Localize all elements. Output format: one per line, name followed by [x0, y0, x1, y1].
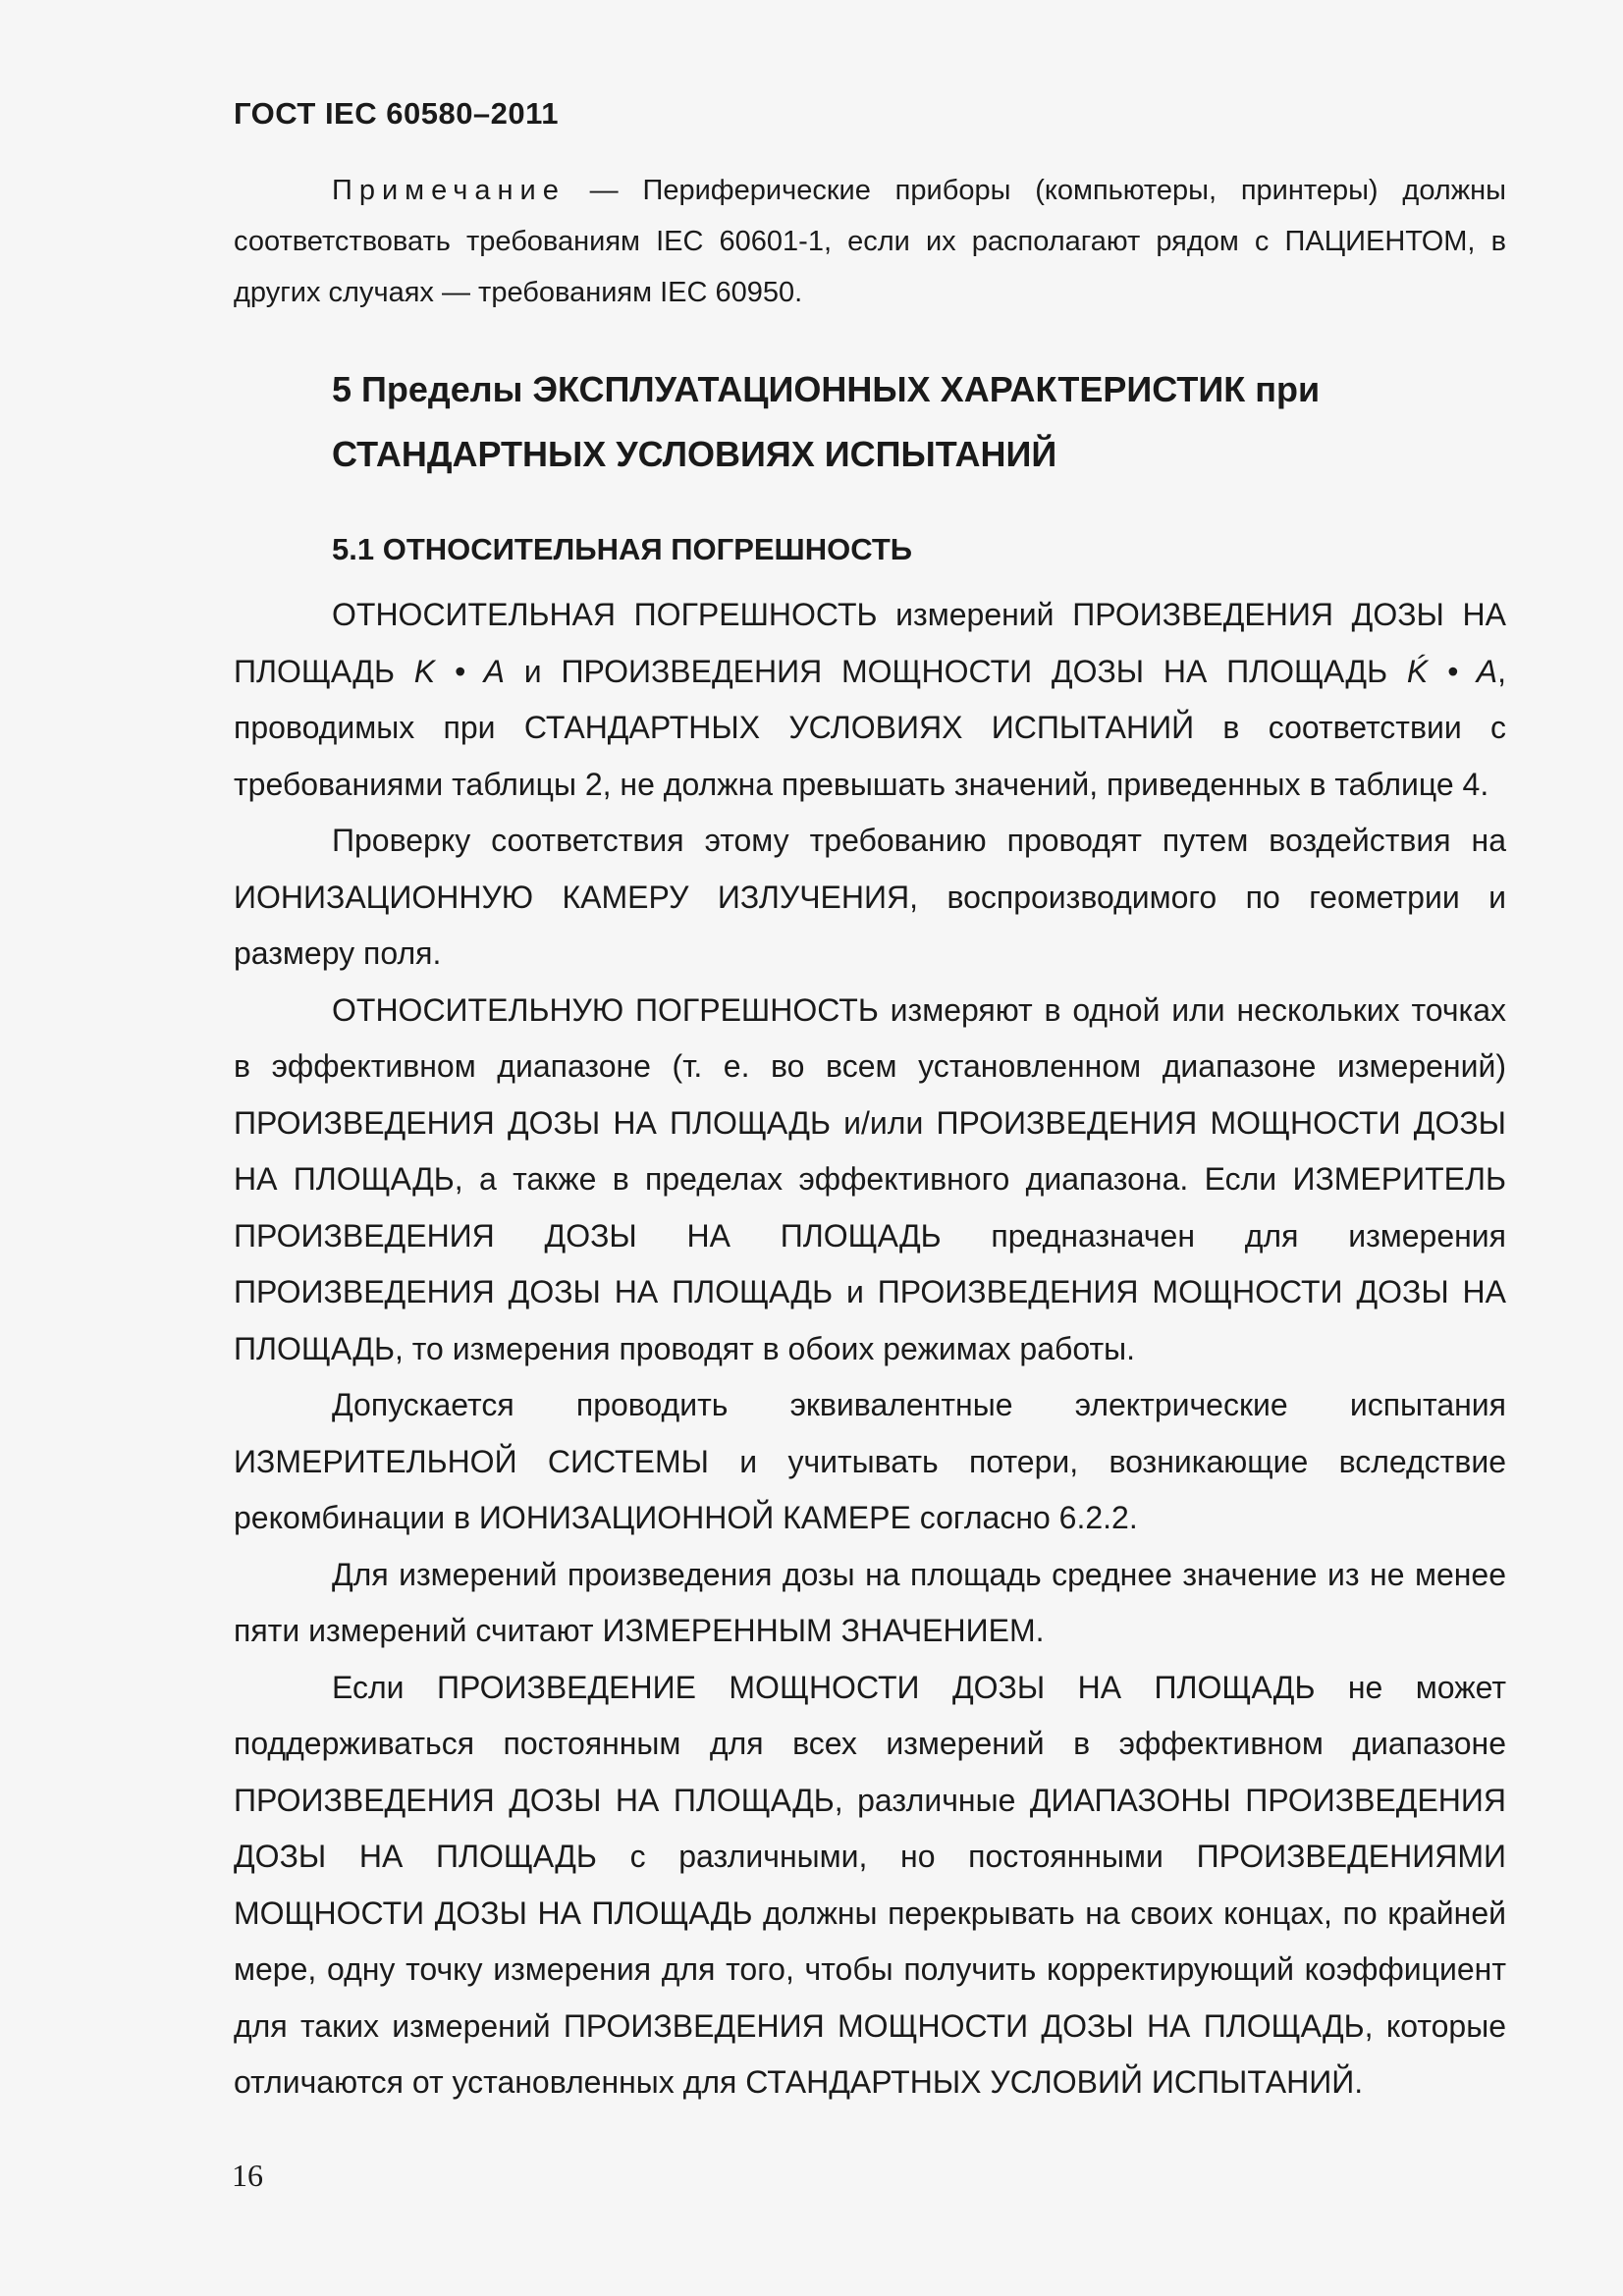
paragraph-text: ОТНОСИТЕЛЬНАЯ ПОГРЕШНОСТЬ измерений ПРОИЗВЕДЕНИЯ ДОЗЫ НА ПЛОЩАДЬ — [234, 597, 1506, 689]
paragraph-text: и ПРОИЗВЕДЕНИЯ МОЩНОСТИ ДОЗЫ НА ПЛОЩАДЬ — [505, 653, 1407, 689]
subsection-title: 5.1 ОТНОСИТЕЛЬНАЯ ПОГРЕШНОСТЬ — [332, 532, 913, 566]
paragraph-average-value: Для измерений произведения дозы на площадь среднее значение из не менее пяти измерений считают ИЗМЕРЕННЫМ ЗНАЧЕНИЕМ. — [234, 1556, 1506, 1648]
formula-dose-rate-area-product: Ḱ • A — [1406, 653, 1498, 689]
paragraph-electrical-tests: Допускается проводить эквивалентные электрические испытания ИЗМЕРИТЕЛЬНОЙ СИСТЕМЫ и учитывать потери, возникающие вследствие рекомбинации в ИОНИЗАЦИОННОЙ КАМЕРЕ согласно 6.2.2. — [234, 1387, 1506, 1535]
paragraph-relative-error — [234, 587, 1506, 813]
formula-dose-area-product: K • A — [413, 653, 506, 689]
paragraph-text: , проводимых при СТАНДАРТНЫХ УСЛОВИЯХ ИСПЫТАНИЙ в соответствии с требованиями таблицы 2, не должна превышать значений, приведенных в таблице 4. — [234, 653, 1507, 802]
paragraph-measurement-points: ОТНОСИТЕЛЬНУЮ ПОГРЕШНОСТЬ измеряют в одной или нескольких точках в эффективном диапазоне (т. е. во всем установленном диапазоне измерений) ПРОИЗВЕДЕНИЯ ДОЗЫ НА ПЛОЩАДЬ и/или ПРОИЗВЕДЕНИЯ МОЩНОСТИ ДОЗЫ НА ПЛОЩАДЬ, а также в пределах эффективного диапазона. Если ИЗМЕРИТЕЛЬ ПРОИЗВЕДЕНИЯ ДОЗЫ НА ПЛОЩАДЬ предназначен для измерения ПРОИЗВЕДЕНИЯ ДОЗЫ НА ПЛОЩАДЬ и ПРОИЗВЕДЕНИЯ МОЩНОСТИ ДОЗЫ НА ПЛОЩАДЬ, то измерения проводят в обоих режимах работы. — [234, 991, 1506, 1366]
note-label: Примечание — [332, 175, 566, 206]
document-code-header: ГОСТ IEC 60580–2011 — [234, 96, 559, 131]
paragraph-dose-rate-ranges: Если ПРОИЗВЕДЕНИЕ МОЩНОСТИ ДОЗЫ НА ПЛОЩАДЬ не может поддерживаться постоянным для всех измерений в эффективном диапазоне ПРОИЗВЕДЕНИЯ ДОЗЫ НА ПЛОЩАДЬ, различные ДИАПАЗОНЫ ПРОИЗВЕДЕНИЯ ДОЗЫ НА ПЛОЩАДЬ с различными, но постоянными ПРОИЗВЕДЕНИЯМИ МОЩНОСТИ ДОЗЫ НА ПЛОЩАДЬ должны перекрывать на своих концах, по крайней мере, одну точку измерения для того, чтобы получить корректирующий коэффициент для таких измерений ПРОИЗВЕДЕНИЯ МОЩНОСТИ ДОЗЫ НА ПЛОЩАДЬ, которые отличаются от установленных для СТАНДАРТНЫХ УСЛОВИЙ ИСПЫТАНИЙ. — [234, 1669, 1506, 2100]
note-text: — Периферические приборы (компьютеры, принтеры) должны соответствовать требованиям IEC 60601-1, если их располагают рядом с ПАЦИЕНТОМ, в других случаях — требованиям IEC 60950. — [234, 175, 1506, 308]
note-paragraph — [234, 165, 1506, 318]
page-number: 16 — [232, 2158, 263, 2193]
page-content — [234, 165, 1506, 2111]
paragraph-verification: Проверку соответствия этому требованию проводят путем воздействия на ИОНИЗАЦИОННУЮ КАМЕРУ ИЗЛУЧЕНИЯ, воспроизводимого по геометрии и размеру поля. — [234, 823, 1506, 971]
section-title: 5 Пределы ЭКСПЛУАТАЦИОННЫХ ХАРАКТЕРИСТИК при СТАНДАРТНЫХ УСЛОВИЯХ ИСПЫТАНИЙ — [332, 369, 1321, 474]
